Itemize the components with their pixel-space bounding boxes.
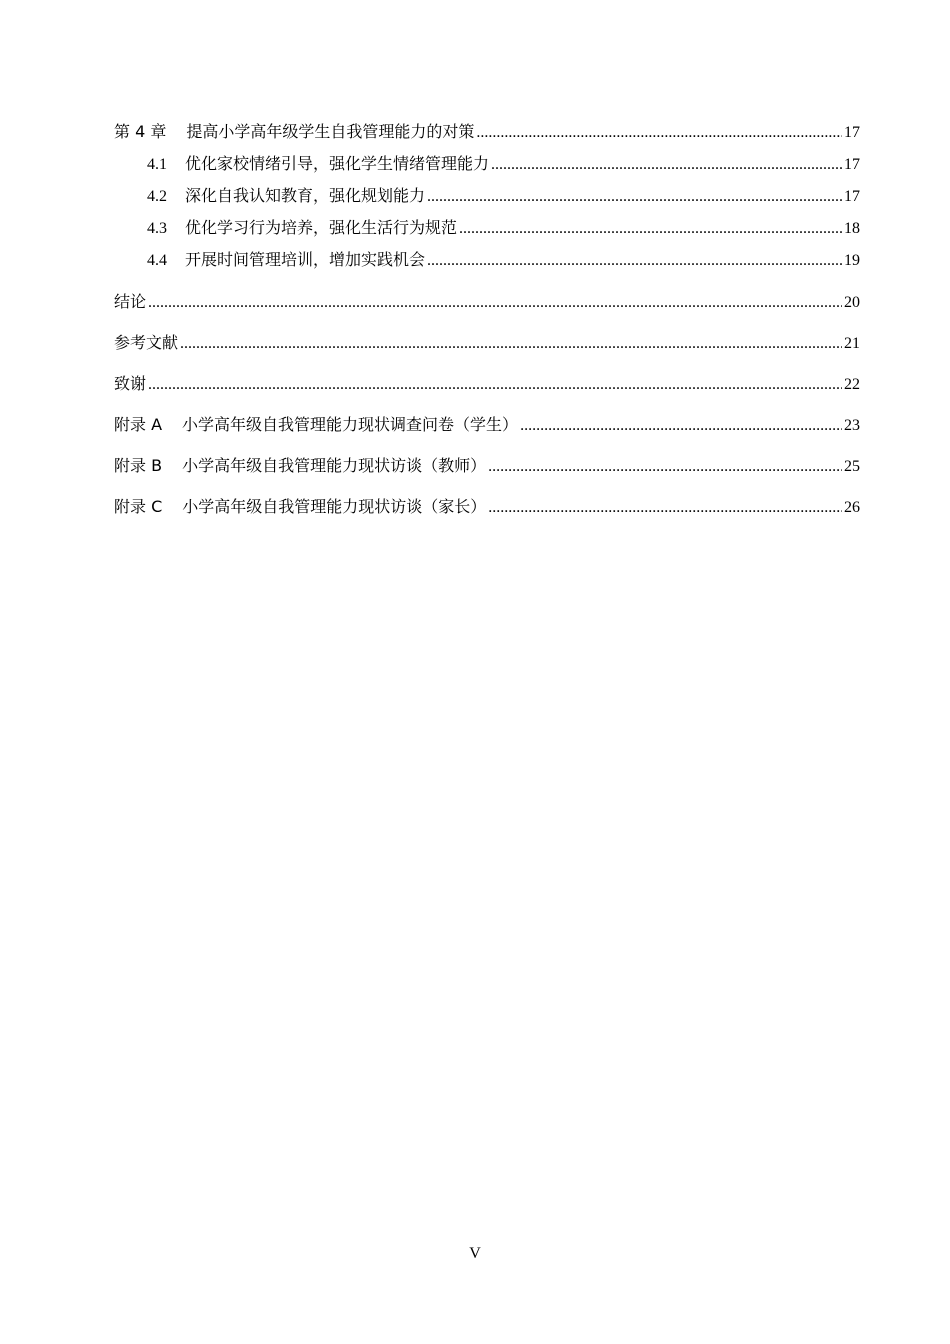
toc-dot-leader [476,117,842,149]
toc-entry-appendix-a[interactable] [114,409,860,441]
toc-entry-appendix-b[interactable] [114,450,860,482]
table-of-contents [114,116,860,523]
toc-entry-title: 提高小学高年级学生自我管理能力的对策 [186,122,475,141]
toc-entry-page: 25 [844,458,860,475]
toc-entry-page: 26 [844,499,860,516]
toc-entry-4-3[interactable] [114,212,860,244]
toc-entry-references[interactable] [114,327,860,359]
toc-entry-chapter-4[interactable] [114,116,860,148]
toc-entry-title: 优化家校情绪引导，强化学生情绪管理能力 [185,154,490,173]
toc-entry-4-2[interactable] [114,180,860,212]
toc-dot-leader [180,328,842,360]
toc-dot-leader [148,369,842,401]
toc-entry-title: 开展时间管理培训，增加实践机会 [185,250,426,269]
page-number-footer: V [469,1245,481,1262]
toc-dot-leader [491,149,842,181]
toc-entry-page: 18 [844,220,860,237]
toc-entry-title: 参考文献 [114,333,179,352]
toc-entry-prefix: 附录 A [114,415,163,434]
toc-entry-title: 致谢 [114,374,147,393]
toc-entry-prefix: 第 4 章 [114,122,167,141]
toc-entry-page: 19 [844,252,860,269]
toc-entry-appendix-c[interactable] [114,491,860,523]
toc-entry-4-1[interactable] [114,148,860,180]
toc-entry-page: 21 [844,335,860,352]
toc-entry-acknowledgements[interactable] [114,368,860,400]
toc-dot-leader [427,181,842,213]
toc-entry-prefix: 附录 B [114,456,163,475]
toc-entry-page: 17 [844,156,860,173]
toc-dot-leader [520,410,842,442]
toc-entry-title: 优化学习行为培养，强化生活行为规范 [185,218,458,237]
toc-entry-title: 小学高年级自我管理能力现状访谈（家长） [182,497,487,516]
toc-entry-page: 17 [844,124,860,141]
toc-entry-prefix: 附录 C [114,497,163,516]
toc-entry-prefix: 4.1 [147,156,167,173]
toc-entry-title: 结论 [114,292,147,311]
toc-entry-4-4[interactable] [114,244,860,276]
toc-entry-page: 17 [844,188,860,205]
toc-entry-title: 小学高年级自我管理能力现状访谈（教师） [182,456,487,475]
toc-dot-leader [488,451,842,483]
toc-dot-leader [148,287,842,319]
toc-dot-leader [488,492,842,524]
toc-entry-title: 深化自我认知教育，强化规划能力 [185,186,426,205]
toc-entry-page: 22 [844,376,860,393]
toc-entry-page: 23 [844,417,860,434]
toc-entry-title: 小学高年级自我管理能力现状调查问卷（学生） [182,415,519,434]
toc-entry-prefix: 4.2 [147,188,167,205]
toc-entry-page: 20 [844,294,860,311]
toc-entry-prefix: 4.3 [147,220,167,237]
toc-dot-leader [459,213,842,245]
toc-entry-prefix: 4.4 [147,252,167,269]
toc-dot-leader [427,245,842,277]
toc-entry-conclusion[interactable] [114,286,860,318]
